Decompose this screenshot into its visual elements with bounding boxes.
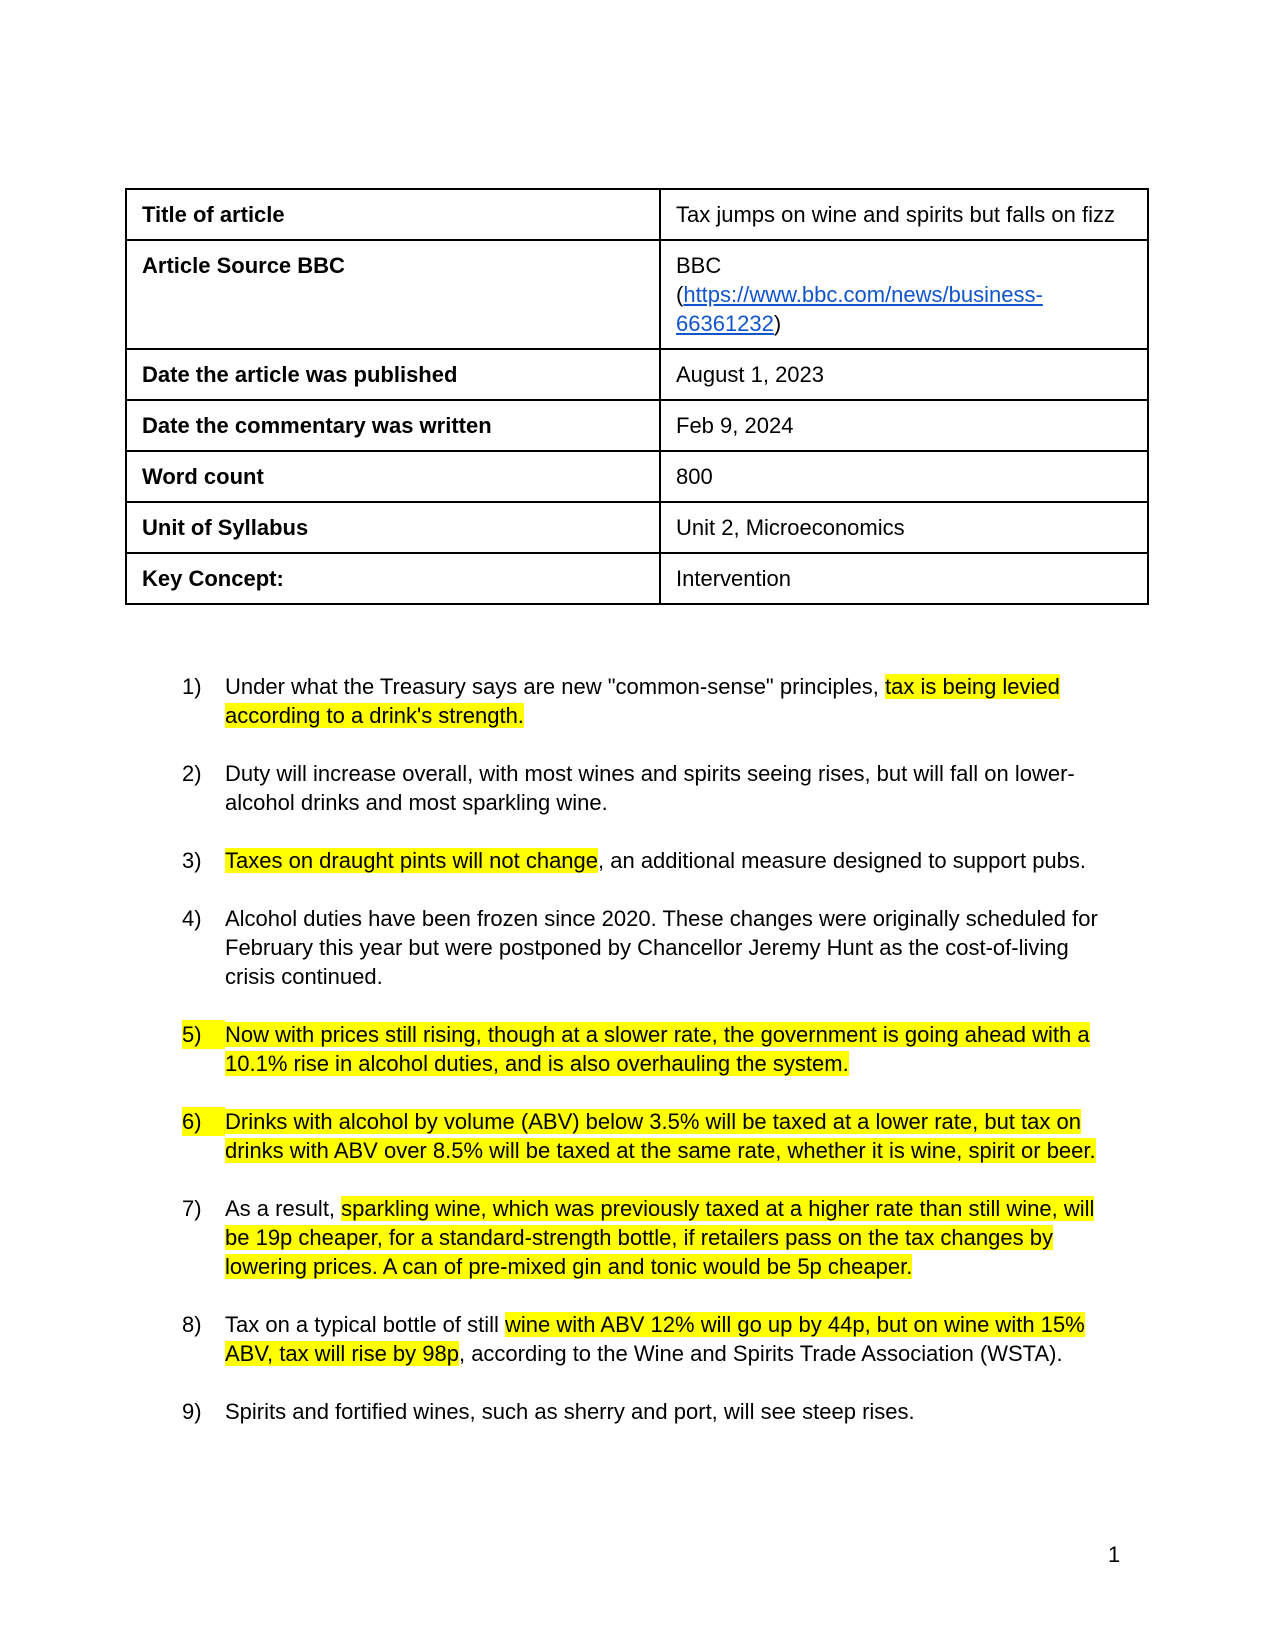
row-label: Key Concept:: [126, 553, 660, 604]
text-segment: As a result,: [225, 1196, 342, 1221]
list-item-number: 1): [182, 674, 202, 699]
table-row: [126, 349, 1148, 400]
list-item: [150, 1194, 1110, 1281]
metadata-table: [125, 188, 1149, 605]
list-item: [150, 1397, 1110, 1426]
list-item-text: [225, 1312, 1085, 1366]
list-item-number: 4): [182, 906, 202, 931]
table-row: [126, 189, 1148, 240]
table-row: [126, 240, 1148, 349]
row-value: [660, 502, 1148, 553]
list-item-text: [225, 848, 1086, 873]
list-item: [150, 1310, 1110, 1368]
text-segment: Spirits and fortified wines, such as sherry and port, will see steep rises.: [225, 1399, 915, 1424]
numbered-list: [150, 672, 1125, 1455]
row-label: Date the article was published: [126, 349, 660, 400]
list-item-number: 8): [182, 1312, 202, 1337]
list-item-number: 3): [182, 848, 202, 873]
list-item-number: 7): [182, 1196, 202, 1221]
list-item: [150, 1020, 1110, 1078]
table-row: [126, 451, 1148, 502]
highlighted-text-segment: sparkling wine, which was previously taxed at a higher rate than still wine, will be 19p cheaper, for a standard-strength bottle, if retailers pass on the tax changes by lowering prices. A can of pre-mixed gin and tonic would be 5p cheaper.: [225, 1196, 1095, 1279]
text-segment: 800: [676, 464, 713, 489]
row-label: Article Source BBC: [126, 240, 660, 349]
metadata-table-body: [126, 189, 1148, 604]
row-value: [660, 451, 1148, 502]
list-item: [150, 904, 1110, 991]
row-label: Date the commentary was written: [126, 400, 660, 451]
list-item-number: 9): [182, 1399, 202, 1424]
list-item-text: [225, 1196, 1094, 1279]
table-row: [126, 553, 1148, 604]
row-value: [660, 189, 1148, 240]
text-segment: Tax jumps on wine and spirits but falls on fizz: [676, 202, 1115, 227]
highlighted-text-segment: tax is being levied according to a drink's strength.: [225, 674, 1060, 728]
table-row: [126, 502, 1148, 553]
list-item-number: 5): [182, 1020, 225, 1049]
highlighted-text-segment: Drinks with alcohol by volume (ABV) below 3.5% will be taxed at a lower rate, but tax on drinks with ABV over 8.5% will be taxed at the same rate, whether it is wine, spirit or beer.: [225, 1109, 1096, 1163]
page-number: 1: [1108, 1542, 1121, 1567]
list-item-text: [225, 761, 1075, 815]
list-item-text: [225, 1109, 1096, 1163]
text-segment: Under what the Treasury says are new "common-sense" principles,: [225, 674, 886, 699]
list-item-text: [225, 1022, 1090, 1076]
list-item-text: [225, 906, 1098, 989]
text-segment: , according to the Wine and Spirits Trade Association (WSTA).: [458, 1341, 1063, 1366]
row-label: Word count: [126, 451, 660, 502]
text-segment: Unit 2, Microeconomics: [676, 515, 905, 540]
table-row: [126, 400, 1148, 451]
row-label: Title of article: [126, 189, 660, 240]
text-segment: , an additional measure designed to support pubs.: [598, 848, 1087, 873]
row-value: [660, 400, 1148, 451]
text-segment: Feb 9, 2024: [676, 413, 794, 438]
list-item-text: [225, 1399, 915, 1424]
row-value: [660, 553, 1148, 604]
text-segment: August 1, 2023: [676, 362, 825, 387]
list-item: [150, 759, 1110, 817]
list-item: [150, 1107, 1110, 1165]
text-segment: Intervention: [676, 566, 791, 591]
list-item-text: [225, 674, 1060, 728]
article-link[interactable]: https://www.bbc.com/news/business-66361232: [676, 282, 1043, 336]
text-segment: Duty will increase overall, with most wines and spirits seeing rises, but will fall on lower-alcohol drinks and most sparkling wine.: [225, 761, 1075, 815]
highlighted-text-segment: Taxes on draught pints will not change: [225, 848, 599, 873]
row-label: Unit of Syllabus: [126, 502, 660, 553]
list-item-number: 6): [182, 1107, 225, 1136]
text-segment: BBC: [676, 253, 722, 278]
highlighted-text-segment: wine with ABV 12% will go up by 44p, but on wine with 15% ABV, tax will rise by 98p: [225, 1312, 1085, 1366]
text-segment: Alcohol duties have been frozen since 2020. These changes were originally scheduled for February this year but were postponed by Chancellor Jeremy Hunt as the cost-of-living crisis continued.: [225, 906, 1098, 989]
highlighted-text-segment: Now with prices still rising, though at a slower rate, the government is going ahead with a 10.1% rise in alcohol duties, and is also overhauling the system.: [225, 1022, 1090, 1076]
row-value: [660, 349, 1148, 400]
text-segment: Tax on a typical bottle of still: [225, 1312, 506, 1337]
text-segment: ): [773, 311, 782, 336]
list-item: [150, 672, 1110, 730]
list-item: [150, 846, 1110, 875]
list-item-number: 2): [182, 761, 202, 786]
row-value: [660, 240, 1148, 349]
text-segment: (: [676, 282, 684, 307]
